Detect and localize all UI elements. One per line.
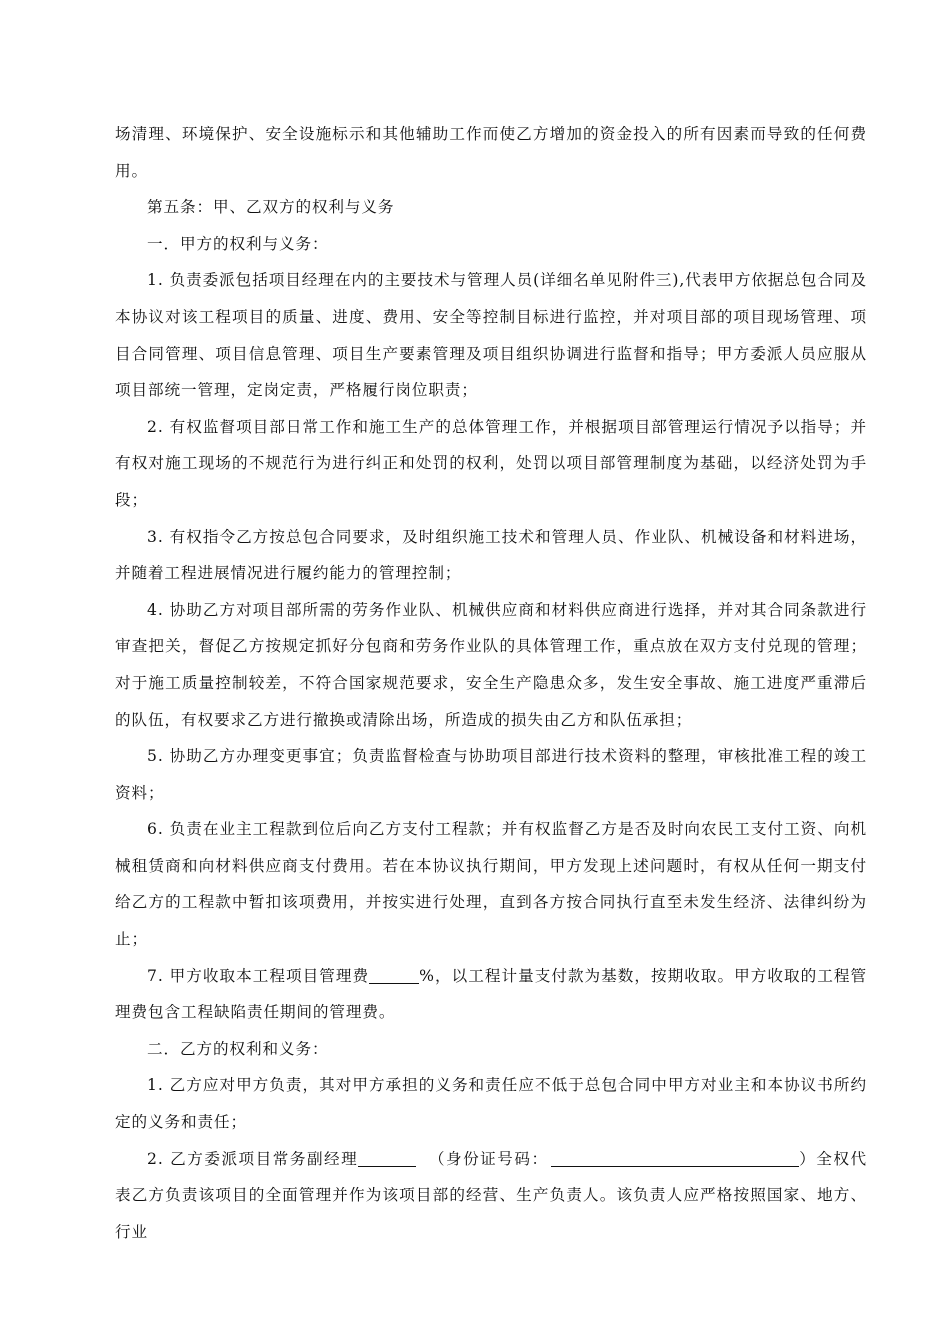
party-a-heading: 一．甲方的权利与义务： [147,234,329,253]
party-b-heading: 二．乙方的权利和义务： [147,1039,329,1058]
party-a-item-1: 1. 负责委派包括项目经理在内的主要技术与管理人员(详细名单见附件三),代表甲方依据总包合同及本协议对该工程项目的质量、进度、费用、安全等控制目标进行监控，并对项目部的项目现场管理、项目合同管理、项目信息管理、项目生产要素管理及项目组织协调进行监督和指导；甲方委派人员应服从项目部统一管理，定岗定责，严格履行岗位职责； [115,271,867,400]
item-7-text-before: 7. 甲方收取本工程项目管理费 [147,966,370,985]
id-number-colon: ： [531,1149,549,1168]
deputy-manager-name-blank [358,1149,416,1167]
party-a-item-5: 5. 协助乙方办理变更事宜；负责监督检查与协助项目部进行技术资料的整理，审核批准工程的竣工资料； [115,747,867,802]
item-7-text-after: %，以工程计量支付款为基数，按期收取。甲方收取的工程管理费包含工程缺陷责任期间的管理费。 [115,966,867,1022]
party-b-item-1: 1. 乙方应对甲方负责，其对甲方承担的义务和责任应不低于总包合同中甲方对业主和本协议书所约定的义务和责任； [115,1076,867,1132]
id-number-label: （身份证号码 [428,1149,532,1168]
item-2-text-after: ）全权代表乙方负责该项目的全面管理并作为该项目部的经营、生产负责人。该负责人应严格按照国家、地方、行业 [115,1149,867,1241]
continuation-paragraph: 场清理、环境保护、安全设施标示和其他辅助工作而使乙方增加的资金投入的所有因素而导致的任何费用。 [115,125,867,180]
party-a-item-3: 3. 有权指令乙方按总包合同要求，及时组织施工技术和管理人员、作业队、机械设备和材料进场，并随着工程进展情况进行履约能力的管理控制； [115,527,867,583]
item-2-text-before: 2. 乙方委派项目常务副经理 [147,1149,359,1168]
id-number-blank [551,1149,799,1167]
management-fee-blank [369,966,419,984]
party-a-item-6: 6. 负责在业主工程款到位后向乙方支付工程款；并有权监督乙方是否及时向农民工支付工资、向机械租赁商和向材料供应商支付费用。若在本协议执行期间，甲方发现上述问题时，有权从任何一期支付给乙方的工程款中暂扣该项费用，并按实进行处理，直到各方按合同执行直至未发生经济、法律纠纷为止； [115,820,867,949]
party-a-item-7 [115,958,867,1031]
party-a-item-2: 2. 有权监督项目部日常工作和施工生产的总体管理工作，并根据项目部管理运行情况予以指导；并有权对施工现场的不规范行为进行纠正和处罚的权利，处罚以项目部管理制度为基础，以经济处罚为手段； [115,417,867,509]
party-a-item-4: 4. 协助乙方对项目部所需的劳务作业队、机械供应商和材料供应商进行选择，并对其合同条款进行审查把关，督促乙方按规定抓好分包商和劳务作业队的具体管理工作，重点放在双方支付兑现的管理；对于施工质量控制较差，不符合国家规范要求，安全生产隐患众多，发生安全事故、施工进度严重滞后的队伍，有权要求乙方进行撤换或清除出场，所造成的损失由乙方和队伍承担； [115,600,867,729]
document-body [115,116,867,1250]
article-5-title: 第五条：甲、乙双方的权利与义务 [147,198,395,217]
party-b-item-2 [115,1141,867,1251]
